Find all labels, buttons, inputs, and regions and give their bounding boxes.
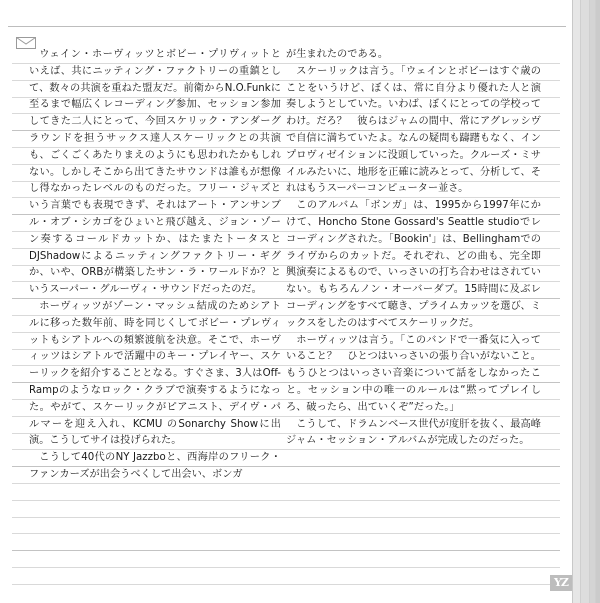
paragraph: ホーヴィッツがゾーン・マッシュ結成のためシアトルに移った数年前、時を同じくしてボビー・プレヴィットもシアトルへの頻繁渡航を決意。そこで、ホーヴィッツはシアトルで活躍中のキー・プレイヤー、スケーリックを紹介することとなる。すぐさま、3人はOff-Rampのようなロック・クラブで演奏するようになった。やがて、スケーリックがピアニスト、デイヴ・パルマーを迎え入れ、KCMU のSonarchy Showに出演。こうしてサイは投げられた。: [29, 300, 281, 447]
paragraph: ホーヴィッツは言う。「このバンドで一番気に入っていること？ ひとつはいっさいの張り合いがないこと。もうひとつはいっさい音楽について話をしなかったこと。セッション中の唯一のルールは“黙ってプレイしろ、破ったら、出ていくぞ”だった。」: [286, 334, 541, 413]
left-text-column: [29, 47, 281, 484]
right-text-column: [286, 47, 541, 450]
rule-line: [12, 517, 560, 518]
paragraph: が生まれたのである。: [286, 49, 389, 60]
rule-line: [12, 500, 560, 501]
paragraph: スケーリックは言う。「ウェインとボビーはすぐ歳のことをいうけど、ぼくは、常に自分より優れた人と演奏しようとしていた。いわば、ぼくにとっての学校ってわけ。だろ？ 彼らはジャムの間中、常にアグレッシヴで自信に満ちていたよ。なんの疑問も躊躇もなく、インプロヴィゼイションに没頭していった。クルーズ・ミサイルみたいに、地形を正確に読みとって、分析して、それはもうスーパーコンピューター並さ。: [286, 65, 541, 195]
rule-line: [12, 567, 560, 568]
page-edge: [595, 0, 600, 603]
paragraph: ウェイン・ホーヴィッツとボビー・プリヴィットといえば、共にニッティング・ファクトリーの重鎮として、数々の共演を重ねた盟友だ。前衛からN.O.Funkに至るまで幅広くレコーディング参加、セッション参加してきた二人にとって、今回スケリック・アンダーグラウンドを担うサックス達人スケーリックとの共演も、ごくごくあたりまえのようにも思われたかもしれない。しかしそこから出てきたサウンドは誰もが想像し得なかったレベルのものだった。フリー・ジャズという言葉でも表現できず、それはアート・アンサンブル・オブ・シカゴをひょいと飛び越え、ジョン・ゾーン奏するコールドカットか、はたまたトータスとDJShadowによるニッティングファクトリー・ギグか、いや、ORBが構築したサン・ラ・ワールドか？というスーパー・グルーヴィ・サウンドだったのだ。: [29, 49, 281, 296]
paragraph: こうして、ドラムンベース世代が度肝を抜く、最高峰ジャム・セッション・アルバムが完成したのだった。: [286, 418, 541, 447]
paragraph: こうして40代のNY Jazzboと、西海岸のフリーク・ファンカーズが出会うべくして出会い、ボンガ: [29, 452, 281, 480]
tab-logo: YZ: [550, 575, 572, 591]
rule-line: [12, 533, 560, 534]
rule-line: [12, 584, 560, 585]
rule-line: [12, 550, 560, 551]
paragraph: このアルバム「ボンガ」は、1995から1997年にかけて、Honcho Stone Gossard's Seattle studioでレコーディングされた。「Bookin'」は、Bellinghamでのライヴからのカットだ。それぞれ、どの曲も、完全即興演奏によるもので、いっさいの打ち合わせはされていない。もちろんノン・オーバーダブ。15時間に及ぶレコーディングをすべて聴き、プライムカッツを選び、ミックスをしたのはすべてスケーリックだ。: [286, 200, 541, 329]
